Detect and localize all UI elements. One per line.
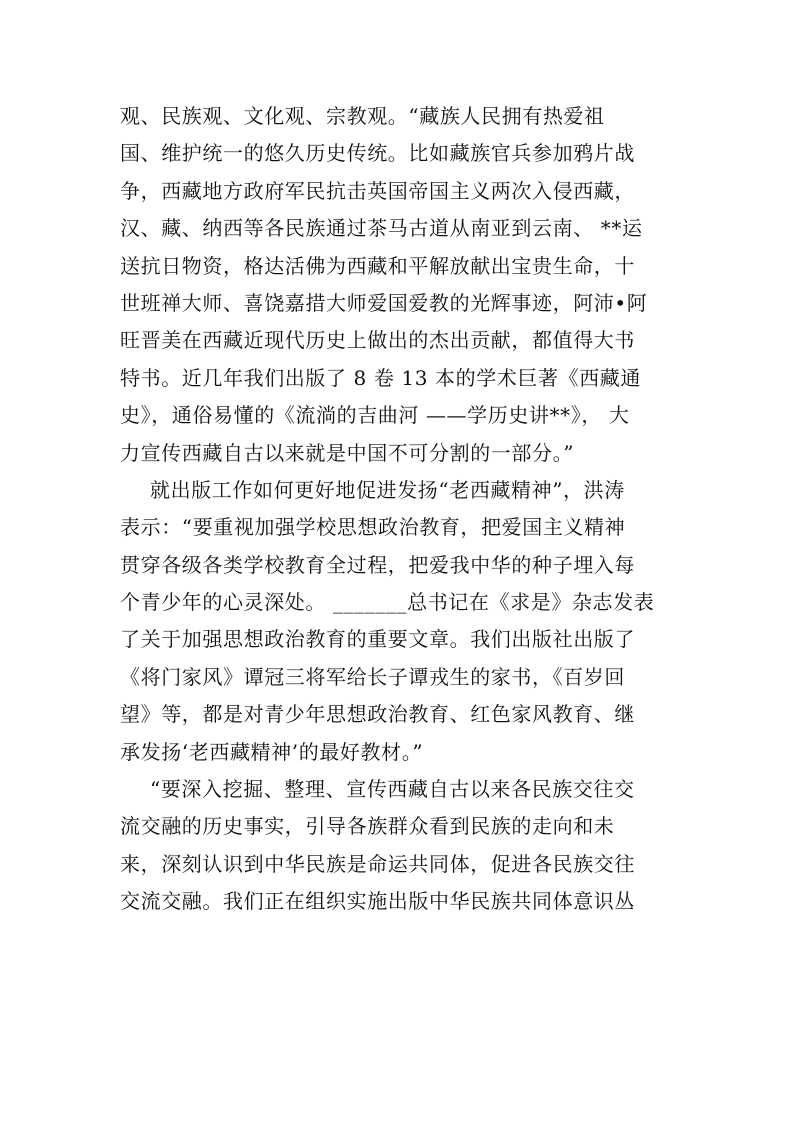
text-line: 力宣传西藏自古以来就是中国不可分割的一部分。” bbox=[120, 440, 575, 465]
text-line: 世班禅大师、喜饶嘉措大师爱国爱教的光辉事迹，阿沛•阿 bbox=[120, 290, 648, 315]
document-body bbox=[120, 98, 680, 921]
text-line: 特书。近几年我们出版了 8 卷 13 本的学术巨著《西藏通 bbox=[120, 365, 642, 390]
text-line: 交流交融。我们正在组织实施出版中华民族共同体意识丛 bbox=[120, 889, 635, 914]
text-line: 个青少年的心灵深处。 _______总书记在《求是》杂志发表 bbox=[120, 590, 655, 615]
text-line: 《将门家风》谭冠三将军给长子谭戎生的家书，《百岁回 bbox=[120, 664, 625, 689]
paragraph-start-line: “要深入挖掘、整理、宣传西藏自古以来各民族交往交 bbox=[150, 777, 635, 802]
text-line: 史》，通俗易懂的《流淌的吉曲河 ——学历史讲**》， 大 bbox=[120, 403, 630, 428]
paragraph-start-line: 就出版工作如何更好地促进发扬“老西藏精神”，洪涛 bbox=[150, 477, 625, 502]
text-line: 国、维护统一的悠久历史传统。比如藏族官兵参加鸦片战 bbox=[120, 141, 635, 166]
text-line: 承发扬‘老西藏精神’的最好教材。” bbox=[120, 739, 424, 764]
text-line: 争，西藏地方政府军民抗击英国帝国主义两次入侵西藏， bbox=[120, 178, 635, 203]
text-line: 了关于加强思想政治教育的重要文章。我们出版社出版了 bbox=[120, 627, 635, 652]
text-line: 来，深刻认识到中华民族是命运共同体，促进各民族交往 bbox=[120, 851, 635, 876]
text-line: 望》等，都是对青少年思想政治教育、红色家风教育、继 bbox=[120, 702, 635, 727]
text-line: 表示：“要重视加强学校思想政治教育，把爱国主义精神 bbox=[120, 515, 626, 540]
text-line: 流交融的历史事实，引导各族群众看到民族的走向和未 bbox=[120, 814, 615, 839]
text-line: 汉、藏、纳西等各民族通过茶马古道从南亚到云南、 **运 bbox=[120, 216, 643, 241]
text-line: 贯穿各级各类学校教育全过程，把爱我中华的种子埋入每 bbox=[120, 552, 635, 577]
text-line: 旺晋美在西藏近现代历史上做出的杰出贡献，都值得大书 bbox=[120, 328, 635, 353]
text-line: 送抗日物资，格达活佛为西藏和平解放献出宝贵生命，十 bbox=[120, 253, 635, 278]
text-line: 观、民族观、文化观、宗教观。“藏族人民拥有热爱祖 bbox=[120, 104, 605, 128]
